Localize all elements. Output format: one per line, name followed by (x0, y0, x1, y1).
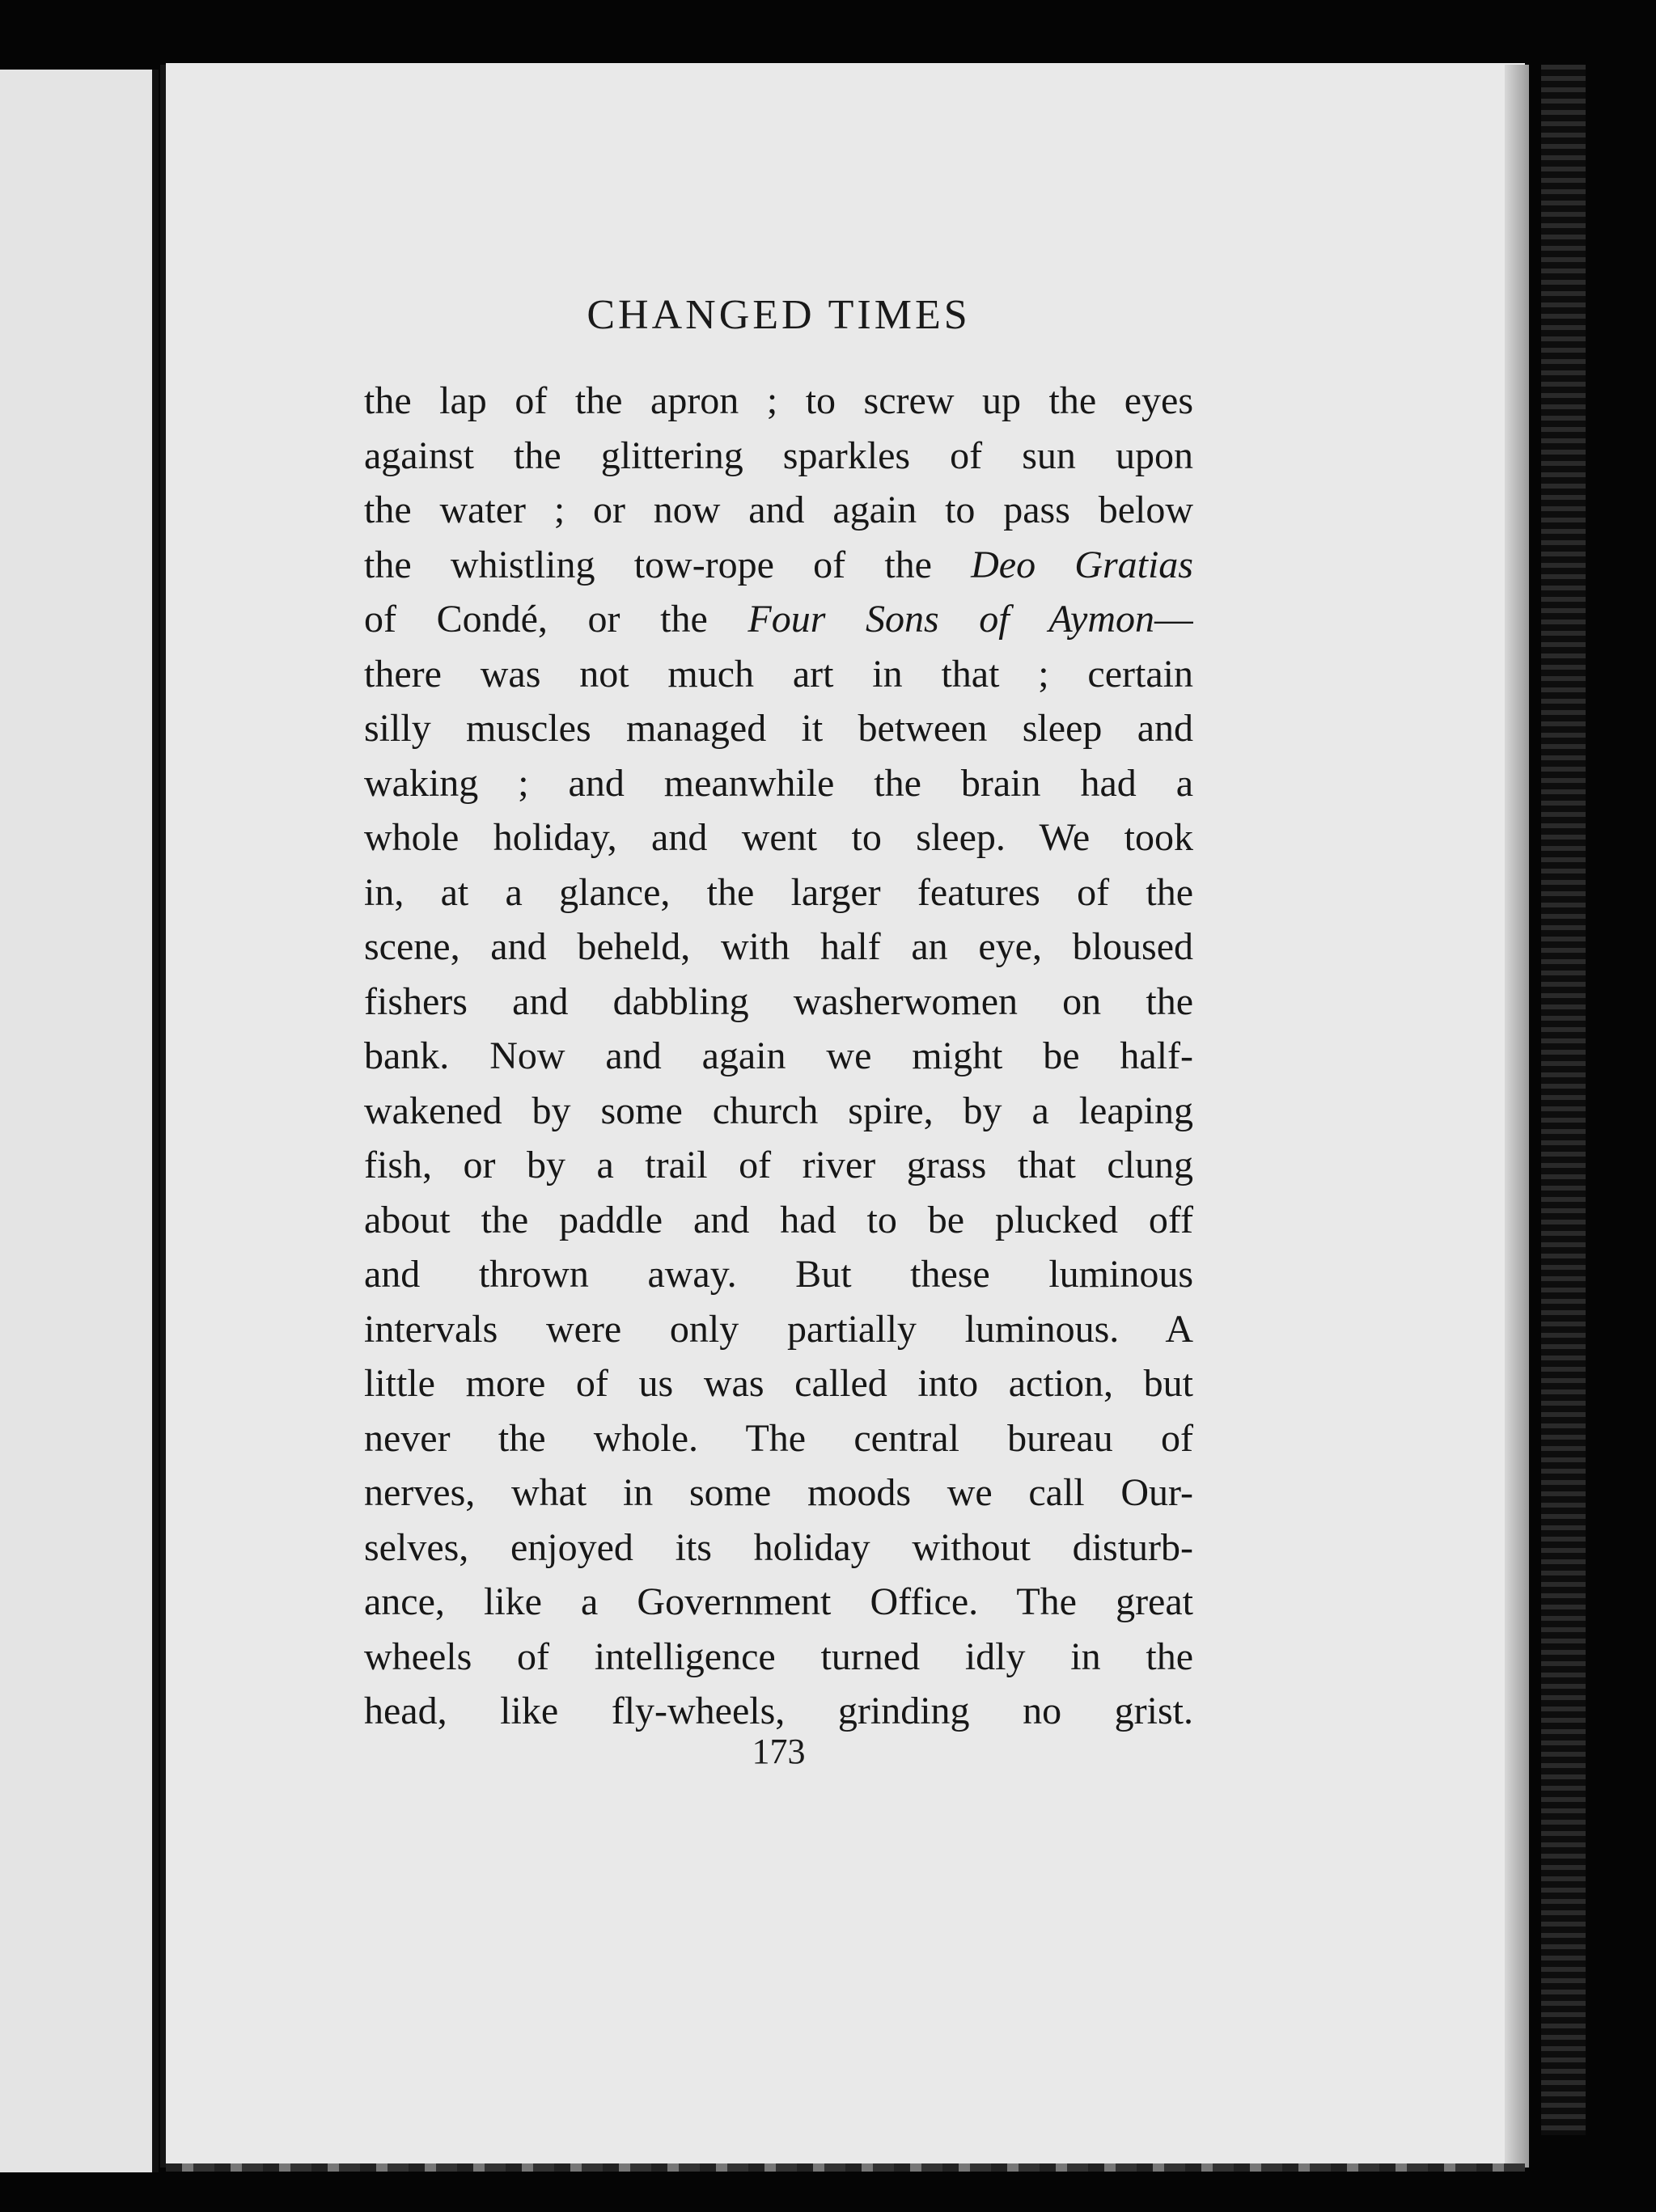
italic-ship-name: Deo Gratias (971, 543, 1193, 586)
text-line: the lap of the apron ; to screw up the eyes (364, 379, 1193, 422)
italic-ship-name: Four Sons of Aymon (748, 598, 1154, 641)
text-line: and thrown away. But these luminous (364, 1253, 1193, 1296)
text-line: never the whole. The central bureau of (364, 1416, 1193, 1460)
text-line: intervals were only partially luminous. A (364, 1307, 1193, 1351)
text-line: scene, and beheld, with half an eye, bloused (364, 925, 1193, 968)
text-line: in, at a glance, the larger features of the (364, 870, 1193, 914)
text-line: head, like fly-wheels, grinding no grist. (364, 1690, 1193, 1732)
text-line: there was not much art in that ; certain (364, 652, 1193, 696)
text-line: whole holiday, and went to sleep. We took (364, 816, 1193, 859)
text-line: waking ; and meanwhile the brain had a (364, 761, 1193, 805)
text-line (364, 592, 1193, 647)
text-line: wheels of intelligence turned idly in the (364, 1635, 1193, 1678)
body-text (364, 374, 1193, 1739)
text-line: ance, like a Government Office. The great (364, 1580, 1193, 1623)
text-line: about the paddle and had to be plucked off (364, 1198, 1193, 1241)
text-line: the water ; or now and again to pass below (364, 489, 1193, 531)
text-line (364, 538, 1193, 593)
running-head: CHANGED TIMES (587, 292, 971, 338)
page-stack-edge (1541, 65, 1586, 2135)
text-line: fishers and dabbling washerwomen on the (364, 979, 1193, 1023)
page-edge-shadow (1505, 65, 1529, 2168)
text-line: wakened by some church spire, by a leaping (364, 1089, 1193, 1132)
text-line: little more of us was called into action, but (364, 1362, 1193, 1405)
text-line: selves, enjoyed its holiday without disturb- (364, 1525, 1193, 1569)
page-bottom-edge (166, 2163, 1525, 2172)
text-line: against the glittering sparkles of sun upon (364, 434, 1193, 477)
text-line: fish, or by a trail of river grass that clung (364, 1144, 1193, 1186)
page-number: 173 (752, 1732, 806, 1771)
text-line: bank. Now and again we might be half- (364, 1034, 1193, 1077)
text-line: nerves, what in some moods we call Our- (364, 1471, 1193, 1514)
facing-page-edge (0, 70, 159, 2172)
text-line: silly muscles managed it between sleep and (364, 707, 1193, 750)
text-span: the whistling tow-rope of the (364, 543, 972, 586)
em-dash: — (1154, 598, 1193, 641)
text-span: of Condé, or the (364, 598, 748, 641)
